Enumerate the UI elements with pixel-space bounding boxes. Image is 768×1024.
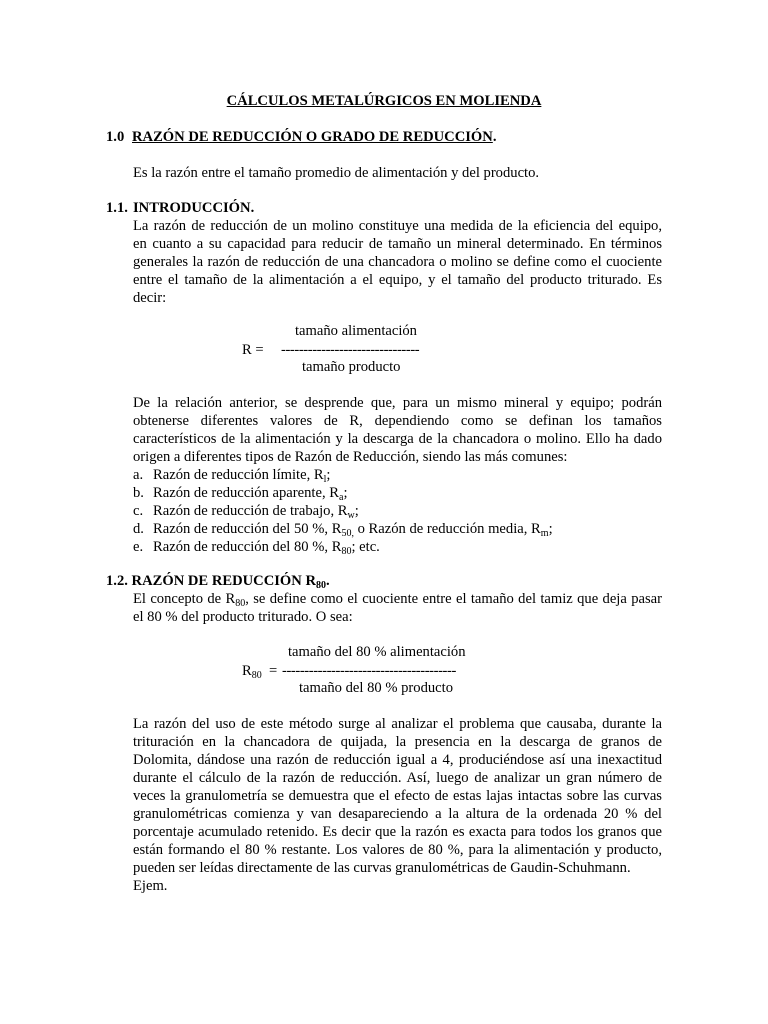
list-item: e. Razón de reducción del 80 %, $R_{80}$; etc. xyxy=(133,539,380,557)
paragraph-line: granulométricas comienza y van desapareciendo a la altura de la ordenada 20 % del xyxy=(133,806,662,822)
formula-lhs: R = xyxy=(242,342,264,358)
formula-numerator: tamaño alimentación xyxy=(295,323,417,339)
paragraph-line: están formando el 80 % restante. Los valores de 80 %, para la alimentación y producto, xyxy=(133,842,662,858)
paragraph-line: característicos de la alimentación y la descarga de la chancadora o molino. Ello ha dado xyxy=(133,431,662,447)
section-1-2-title-subscript: 80 xyxy=(316,580,327,591)
paragraph-line: trituración en la chancadora de quijada, la presencia en la descarga de granos de xyxy=(133,734,662,750)
list-item: b. Razón de reducción aparente, $R_a$; xyxy=(133,485,348,503)
list-item: c. Razón de reducción de trabajo, $R_w$; xyxy=(133,503,359,521)
reduction-ratio-types-list xyxy=(133,466,662,556)
paragraph-line: entre el tamaño de la alimentación a el equipo, y el tamaño del producto triturado. Es xyxy=(133,272,662,288)
paragraph-line: De la relación anterior, se desprende que, para un mismo mineral y equipo; podrán xyxy=(133,395,662,411)
section-1-2-title: RAZÓN DE REDUCCIÓN R xyxy=(131,573,317,589)
paragraph-line: La razón de reducción de un molino constituye una medida de la eficiencia del equipo, xyxy=(133,218,662,234)
section-1-1-heading xyxy=(106,199,254,217)
paragraph-line: decir: xyxy=(133,290,167,306)
section-1-1-title: INTRODUCCIÓN. xyxy=(133,200,255,216)
section-1-1-number: 1.1. xyxy=(106,200,128,216)
paragraph-line: pueden ser leídas directamente de las curvas granulométricas de Gaudin-Schuhmann. xyxy=(133,860,631,876)
paragraph-line: en cuanto a su capacidad para reducir de tamaño un mineral determinado. En términos xyxy=(133,236,662,252)
section-1-2-number: 1.2. xyxy=(106,573,128,589)
formula-denominator: tamaño del 80 % producto xyxy=(299,680,454,696)
section-1-2-paragraph-2 xyxy=(133,715,662,895)
section-1-2-paragraph-1 xyxy=(133,590,662,626)
formula-denominator: tamaño producto xyxy=(302,359,401,375)
document-title: CÁLCULOS METALÚRGICOS EN MOLIENDA xyxy=(226,93,542,109)
paragraph-line: La razón del uso de este método surge al analizar el problema que causaba, durante la xyxy=(133,716,662,732)
section-1-1-paragraph-2 xyxy=(133,394,662,466)
list-item: a. Razón de reducción límite, $R_l$; xyxy=(133,467,331,485)
formula-fraction-bar: --------------------------------------- xyxy=(282,663,456,679)
paragraph-line: durante el cálculo de la razón de reducción. Así, luego de analizar un gran número de xyxy=(133,770,662,786)
paragraph-line: El concepto de $R_{80}$, se define como el cuociente entre el tamaño del tamiz que deja pasar xyxy=(133,591,662,609)
formula-numerator: tamaño del 80 % alimentación xyxy=(288,644,466,660)
paragraph-line: Dolomita, dándose una razón de reducción igual a 4, produciéndose así una inexactitud xyxy=(133,752,662,768)
paragraph-line: obtenerse diferentes valores de R, dependiendo como se definan los tamaños xyxy=(133,413,662,429)
section-1-title-period: . xyxy=(492,129,497,145)
paragraph-line: Ejem. xyxy=(133,878,168,894)
paragraph-line: porcentaje acumulado retenido. Es decir que la razón es exacta para todos los granos que xyxy=(133,824,662,840)
paragraph-line: origen a diferentes tipos de Razón de Reducción, siendo las más comunes: xyxy=(133,449,568,465)
paragraph-line: generales la razón de reducción de una chancadora o molino se define como el cuociente xyxy=(133,254,662,270)
section-1-intro: Es la razón entre el tamaño promedio de alimentación y del producto. xyxy=(133,165,540,181)
formula-fraction-bar: ------------------------------- xyxy=(281,342,420,358)
formula-lhs: $R_{80}$ xyxy=(242,663,262,681)
formula-equals: = xyxy=(269,663,278,679)
list-item: d. Razón de reducción del 50 %, $R_{50,}$ o Razón de reducción media, $R_m$; xyxy=(133,521,553,539)
section-1-heading xyxy=(106,128,496,146)
section-1-number: 1.0 xyxy=(106,129,125,145)
section-1-1-paragraph-1 xyxy=(133,217,662,307)
section-1-2-heading: 1.2. RAZÓN DE REDUCCIÓN $R_{80}$. xyxy=(106,573,330,591)
paragraph-line: veces la granulometría se demuestra que el efecto de estas lajas intactas sobre las curvas xyxy=(133,788,662,804)
paragraph-line: el 80 % del producto triturado. O sea: xyxy=(133,609,353,625)
section-1-title: RAZÓN DE REDUCCIÓN O GRADO DE REDUCCIÓN xyxy=(132,129,493,145)
